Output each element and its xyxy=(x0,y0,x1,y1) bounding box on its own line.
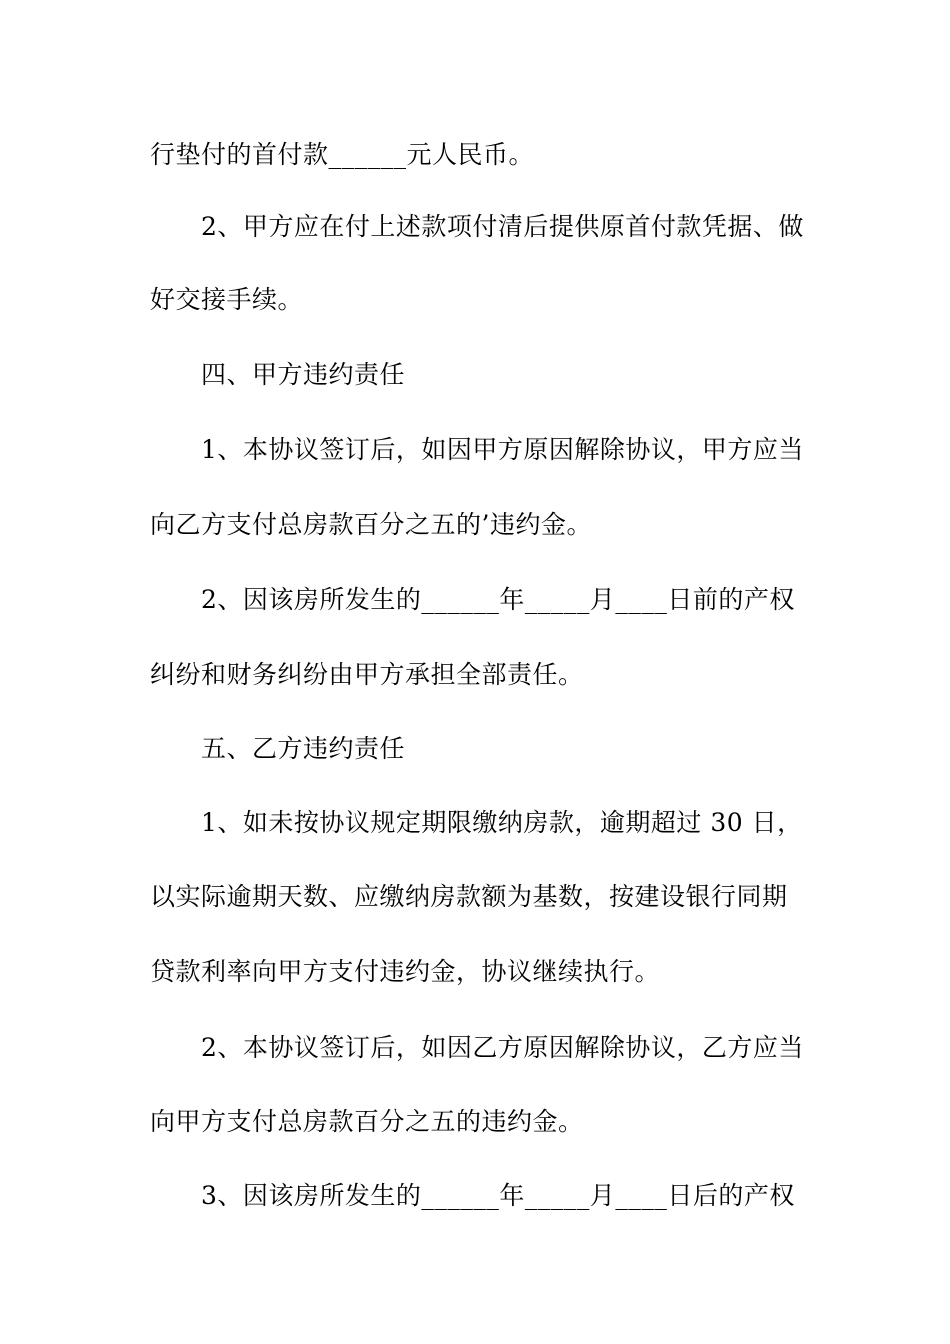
section-heading-4: 四、甲方违约责任 xyxy=(201,360,406,389)
text-line-7: 2、因该房所发生的______年_____月____日前的产权 xyxy=(201,585,795,614)
text-line-2: 2、甲方应在付上述款项付清后提供原首付款凭据、做 xyxy=(201,212,804,241)
text-line-14: 向甲方支付总房款百分之五的违约金。 xyxy=(150,1107,584,1136)
section-heading-5: 五、乙方违约责任 xyxy=(201,734,406,763)
text-line-15: 3、因该房所发生的______年_____月____日后的产权 xyxy=(201,1181,795,1210)
text-line-3: 好交接手续。 xyxy=(150,285,304,314)
text-line-10: 1、如未按协议规定期限缴纳房款，逾期超过 30 日， xyxy=(201,808,803,837)
text-line-6: 向乙方支付总房款百分之五的’违约金。 xyxy=(150,510,592,539)
text-line-12: 贷款利率向甲方支付违约金，协议继续执行。 xyxy=(150,957,661,986)
text-line-13: 2、本协议签订后，如因乙方原因解除协议，乙方应当 xyxy=(201,1033,804,1062)
text-line-8: 纠纷和财务纠纷由甲方承担全部责任。 xyxy=(150,660,584,689)
text-line-1: 行垫付的首付款______元人民币。 xyxy=(150,140,535,169)
text-line-11: 以实际逾期天数、应缴纳房款额为基数，按建设银行同期 xyxy=(150,882,788,911)
text-line-5: 1、本协议签订后，如因甲方原因解除协议，甲方应当 xyxy=(201,435,804,464)
